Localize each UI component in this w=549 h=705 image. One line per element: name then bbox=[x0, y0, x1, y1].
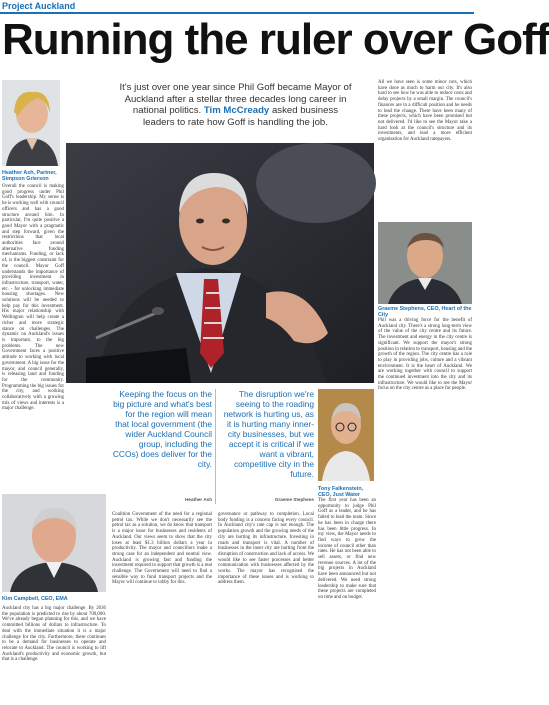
page-headline: Running the ruler over Goff bbox=[2, 15, 549, 64]
phil-goff-photo bbox=[66, 143, 374, 383]
tony-body: The first year has been an opportunity to judge Phil Goff as a leader, and he has failed to lead the team. Since he has been in charge there has been little progress. In my view, the Mayor needs to find ways to grow the income of council other than rates. He has not been able to sell assets, or find new revenue sources. A lot of the big projects in Auckland have been announced but not delivered. We need strong leadership to make sure that these projects are completed on time and on budget. bbox=[318, 498, 376, 600]
graeme-byline: Graeme Stephens, CEO, Heart of the City bbox=[378, 306, 472, 318]
heather-byline: Heather Ash, Partner, Simpson Grierson bbox=[2, 170, 57, 182]
kim-campbell-portrait bbox=[2, 494, 106, 592]
section-label: Project Auckland bbox=[2, 1, 76, 11]
standfirst-author: Tim McCready bbox=[203, 105, 270, 116]
center-body-col2: governance or pathway to completion. Local body funding is a concern facing every council. In Auckland city's rate cap is not enough. The population growth and the growing needs of the city are hurting its infrastructure. Investing in roads and transport is vital. A number of businesses in the inner city are hurting from the disruption of construction and lack of access. We would like to see faster processes and better communication with businesses affected by the works. The mayor has recognised the importance of these issues and is working to address them. bbox=[218, 512, 314, 586]
pullquote-graeme: The disruption we're seeing to the roading network is hurting us, as it is hurting many inner-city businesses, but we accept it is critical if we want a vibrant, competitive city in the future. bbox=[223, 389, 314, 479]
pullquote-graeme-attr: Graeme Stephens bbox=[274, 497, 314, 502]
standfirst-text2: asked business leaders to rate how Goff is handling the job. bbox=[143, 105, 339, 128]
pullquote-heather-attr: Heather Ash bbox=[185, 497, 212, 502]
standfirst bbox=[118, 82, 353, 128]
heather-ash-portrait bbox=[2, 80, 60, 166]
tony-byline: Tony Falkenstein, CEO, Just Water bbox=[318, 486, 364, 498]
vertical-divider bbox=[215, 389, 216, 504]
tony-falkenstein-portrait bbox=[318, 389, 374, 481]
center-body-col1: Coalition Government of the need for a regional petrol tax. While we don't necessarily see the petrol tax as a solution, we do know that transport is a major issue for businesses and residents of Auckland. Our views seem to show that the city loses at least $1.3 billion dollars a year in productivity. The mayor and councillors make a strong case for an independent and neutral view. Auckland is growing fast and funding the investment required to support that growth is a real challenge. The Government will need to find a sensible way to fund transport projects and the Mayor will continue to lobby for this. bbox=[112, 512, 212, 586]
kim-byline: Kim Campbell, CEO, EMA bbox=[2, 596, 68, 602]
standfirst-text: It's just over one year since Phil Goff became Mayor of Auckland after a stellar three decades long career in national politics. bbox=[119, 82, 352, 116]
right-top-body: All we have seen is some minor cuts, which have done as much to harm our city. It's also hard to see how he was able to reduce costs and delay projects by a small margin. The council's finances are in a difficult position and he needs to lead the change. There have been many of these projects, which have been promised but not delivered. I'd like to see the Mayor take a hard look at the council's structure and its investments, and lead a more efficient organisation for Auckland ratepayers. bbox=[378, 80, 472, 143]
pullquote-heather: Keeping the focus on the big picture and what's best for the region will mean that local government (the wider Auckland Council group, including the CCOs) does deliver for the city. bbox=[112, 389, 212, 469]
graeme-body: Phil was a driving force for the benefit of Auckland city. There's a strong long-term view of the value of the city centre and its future. The investment and energy in the city centre is significant. We support the mayor's strong position in relation to transport, housing and the growth of the region. The city centre has a role to play in providing jobs, culture and a vibrant environment. It is the heart of Auckland. We are working together with council to support the continued investment into the city and its infrastructure. We would like to see the Mayor focus on the city centre as a place for people. bbox=[378, 318, 472, 392]
graeme-stephens-portrait bbox=[378, 222, 472, 304]
heather-body: Overall the council is making good progress under Phil Goff's leadership. My sense is he is working well with council officers and has a good structure around him. In particular, I'm quite positive a good Mayor with a pragmatic and step forward, given the restrictions that local authorities face around alternative funding mechanisms. Funding, or lack of, is the biggest constraint for the council. Mayor Goff understands the importance of providing investment in infrastructure, transport, water, etc. - for unlocking immediate housing shortages. New solutions will be needed to help pay for this investment. His major relationship with Wellington will help create a richer and more strategic stance on challenges. The dynamic on Auckland's issues is important, to the big problems. The new Government faces a positive attitude to working with local government. A big issue for the mayor, and council generally, is releasing land and funding for the community. Programming the big issues for the city, and working collaboratively with a growing mix of views and interests is a major challenge. bbox=[2, 184, 64, 412]
section-bar bbox=[0, 0, 474, 14]
kim-body: Auckland city has a big major challenge. By 2036 the population is predicted to rise by about 700,000. We've already begun planning for this, and we have committed billions of dollars to infrastructure. To deal with the immediate situation it is a major challenge for the city. Furthermore, there continues to be a demand for businesses to operate and relocate to Auckland. The council is working to lift Auckland's productivity and economic growth, but that is a challenge. bbox=[2, 606, 106, 663]
